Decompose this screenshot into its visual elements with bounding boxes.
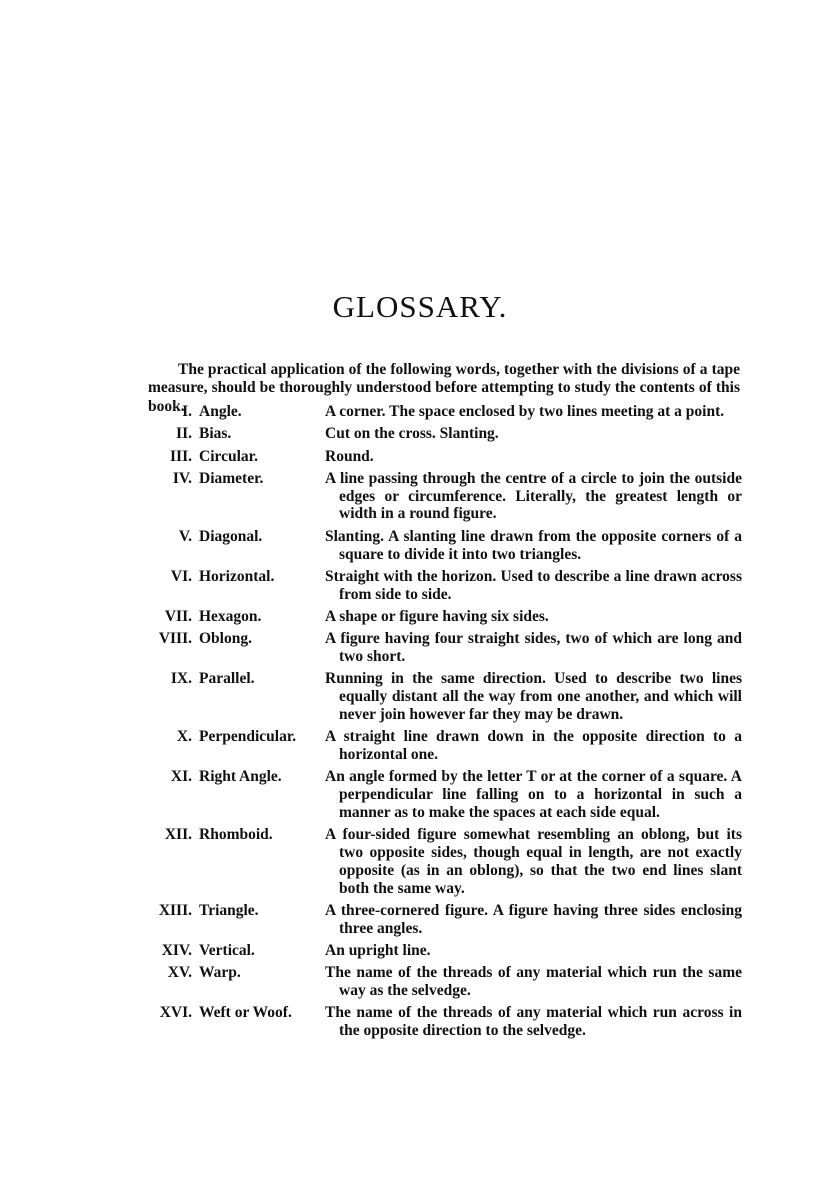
entry-term: Rhomboid. bbox=[199, 826, 273, 844]
glossary-entry-parallel bbox=[140, 670, 742, 723]
glossary-entry-weft-or-woof bbox=[140, 1004, 742, 1040]
entry-number: XIV. bbox=[161, 942, 192, 960]
entry-term: Perpendicular. bbox=[199, 728, 297, 746]
entry-number: XVI. bbox=[159, 1004, 192, 1022]
glossary-entry-bias bbox=[140, 425, 742, 443]
entry-number: I. bbox=[182, 403, 192, 420]
entry-term: Warp. bbox=[199, 964, 241, 982]
entry-term: Angle. bbox=[199, 403, 242, 420]
entry-definition: An angle formed by the letter T or at the corner of a square. A perpendicular line falling on to a horizontal in such a manner as to make the spaces at each side equal. bbox=[325, 768, 742, 821]
entry-definition: Cut on the cross. Slanting. bbox=[325, 425, 499, 443]
entry-definition: Running in the same direction. Used to describe two lines equally distant all the way from one another, and which will never join however far they may be drawn. bbox=[325, 670, 742, 723]
entry-term: Hexagon. bbox=[199, 607, 262, 625]
glossary-entry-warp bbox=[140, 964, 742, 1000]
intro-paragraph: The practical application of the following words, together with the divisions of a tape measure, should be thoroughly understood before attempting to study the contents of this book. bbox=[148, 360, 740, 415]
entry-term: Diagonal. bbox=[199, 527, 263, 545]
entry-number: XI. bbox=[170, 768, 192, 786]
glossary-entry-circular bbox=[140, 448, 742, 466]
entry-definition: A four-sided figure somewhat resembling an oblong, but its two opposite sides, though equal in length, are not exactly opposite (as in an oblong), so that the two end lines slant both the same way. bbox=[325, 826, 742, 897]
entry-term: Vertical. bbox=[199, 942, 255, 960]
entry-definition: A straight line drawn down in the opposite direction to a horizontal one. bbox=[325, 728, 742, 764]
entry-number: XV. bbox=[167, 964, 192, 982]
entry-term: Bias. bbox=[199, 425, 232, 443]
entry-number: II. bbox=[176, 425, 192, 443]
entry-number: IV. bbox=[172, 469, 192, 487]
glossary-entry-hexagon bbox=[140, 608, 742, 626]
entry-term: Parallel. bbox=[199, 670, 255, 688]
entry-definition: Slanting. A slanting line drawn from the opposite corners of a square to divide it into two triangles. bbox=[325, 527, 742, 563]
entry-definition: A shape or figure having six sides. bbox=[325, 607, 549, 625]
glossary-entry-diameter bbox=[140, 470, 742, 523]
glossary-entry-right-angle bbox=[140, 768, 742, 821]
entry-number: V. bbox=[178, 527, 192, 545]
page-title: GLOSSARY. bbox=[332, 288, 508, 324]
glossary-entry-vertical bbox=[140, 942, 742, 960]
entry-definition: Straight with the horizon. Used to describe a line drawn across from side to side. bbox=[325, 567, 742, 603]
entry-number: XII. bbox=[164, 826, 192, 844]
entry-definition: The name of the threads of any material which run the same way as the selvedge. bbox=[325, 964, 742, 1000]
entry-definition: A corner. The space enclosed by two lines meeting at a point. bbox=[325, 403, 725, 420]
glossary-entry-oblong bbox=[140, 630, 742, 666]
entry-number: VII. bbox=[164, 607, 192, 625]
entry-term: Diameter. bbox=[199, 469, 264, 487]
glossary-entry-angle bbox=[140, 403, 742, 421]
entry-definition: A line passing through the centre of a circle to join the outside edges or circumference. Literally, the greatest length or width in a round figure. bbox=[325, 469, 742, 523]
entry-term: Circular. bbox=[199, 447, 258, 465]
entry-definition: An upright line. bbox=[325, 942, 431, 960]
entry-term: Weft or Woof. bbox=[199, 1004, 292, 1022]
glossary-entry-rhomboid bbox=[140, 826, 742, 897]
entry-definition: The name of the threads of any material which run across in the opposite direction to the selvedge. bbox=[325, 1004, 742, 1040]
glossary-list bbox=[140, 403, 742, 1045]
entry-number: VI. bbox=[170, 567, 192, 585]
entry-number: VIII. bbox=[158, 630, 192, 648]
entry-number: III. bbox=[170, 447, 192, 465]
entry-number: IX. bbox=[170, 670, 192, 688]
entry-definition: A figure having four straight sides, two of which are long and two short. bbox=[325, 630, 742, 666]
entry-number: XIII. bbox=[158, 901, 192, 919]
entry-term: Horizontal. bbox=[199, 567, 275, 585]
glossary-entry-perpendicular bbox=[140, 728, 742, 764]
entry-term: Right Angle. bbox=[199, 768, 282, 786]
entry-term: Oblong. bbox=[199, 630, 252, 648]
glossary-entry-triangle bbox=[140, 902, 742, 938]
glossary-entry-diagonal bbox=[140, 528, 742, 564]
entry-number: X. bbox=[176, 728, 192, 746]
entry-term: Triangle. bbox=[199, 901, 259, 919]
entry-definition: Round. bbox=[325, 447, 374, 465]
entry-definition: A three-cornered figure. A figure having three sides enclosing three angles. bbox=[325, 901, 742, 937]
glossary-entry-horizontal bbox=[140, 568, 742, 604]
